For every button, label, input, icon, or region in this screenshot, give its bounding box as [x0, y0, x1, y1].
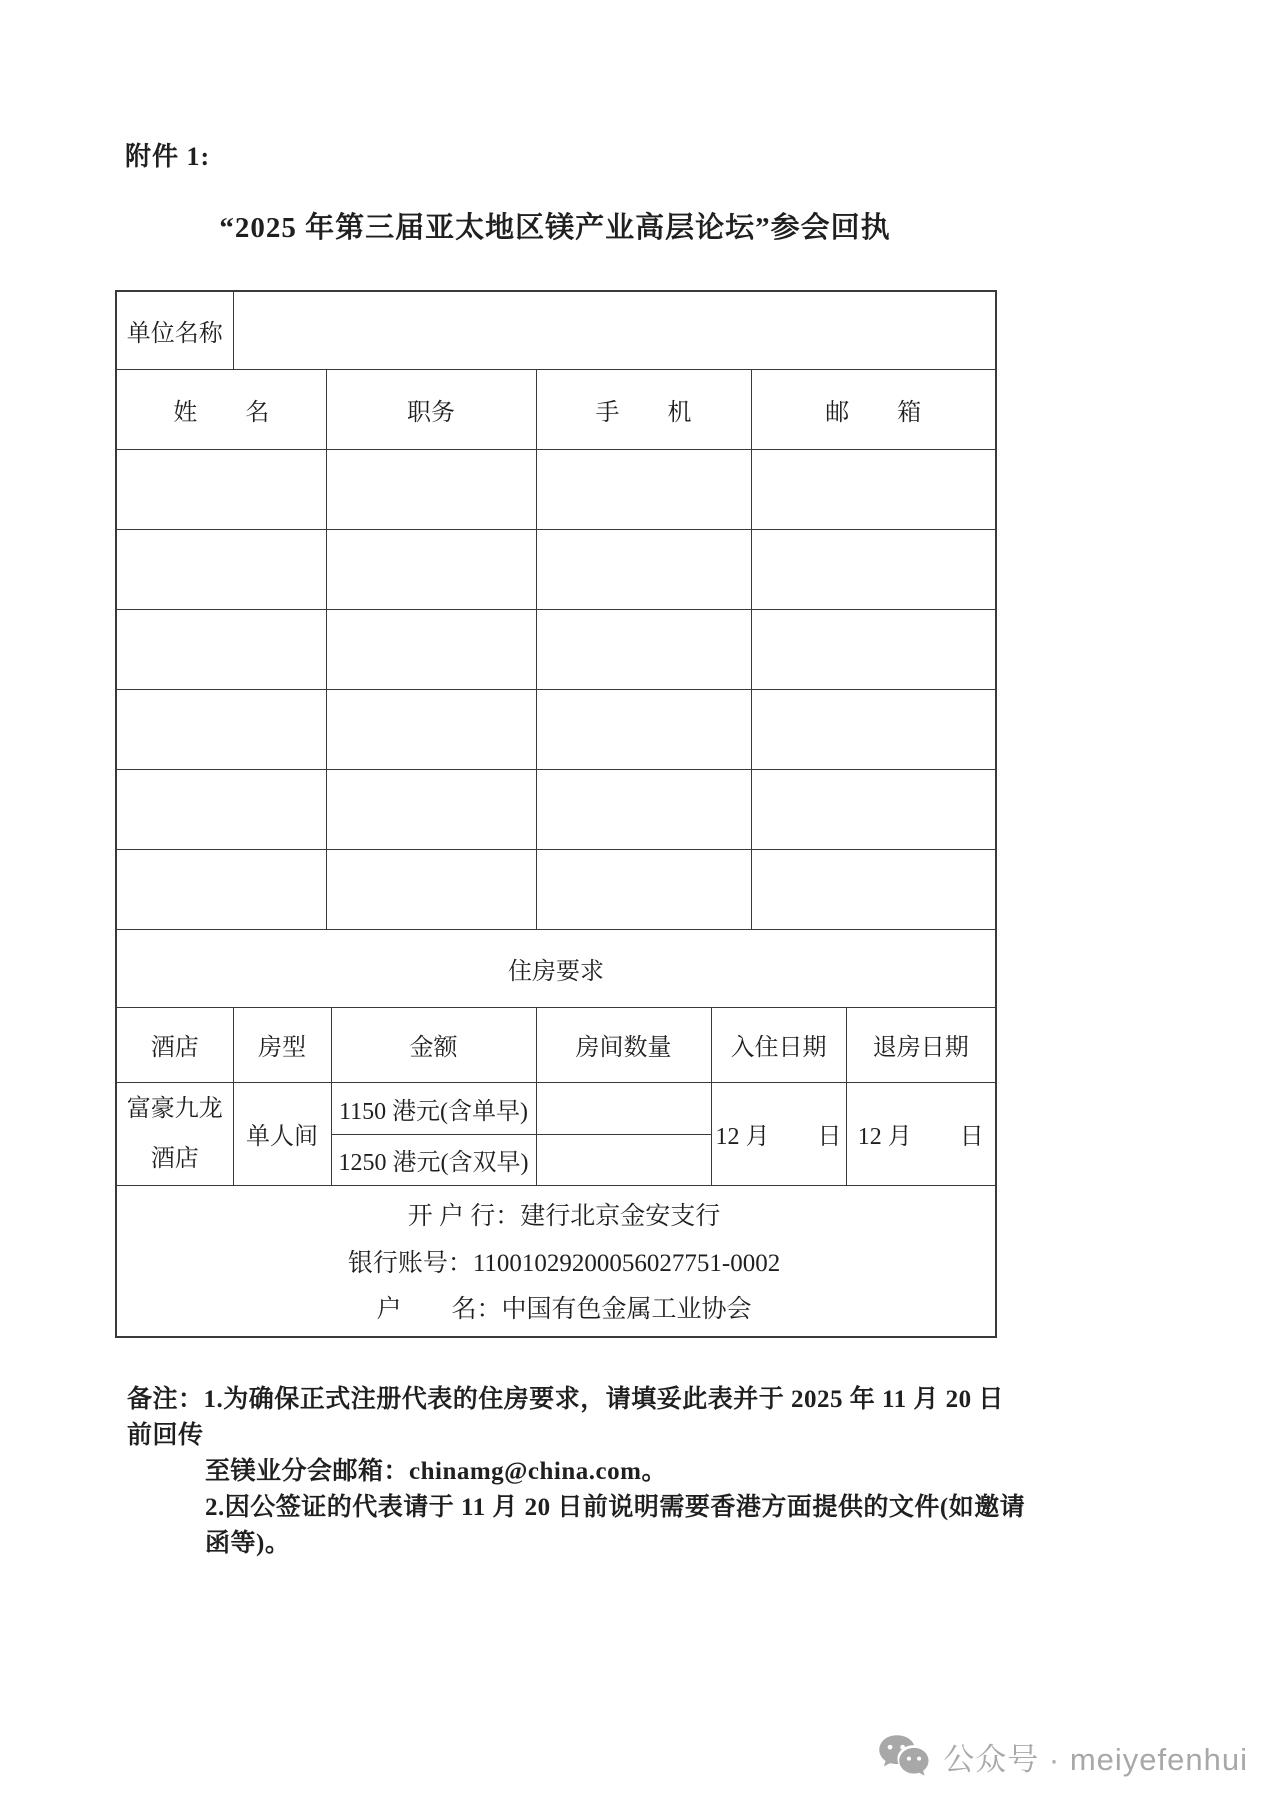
hotel-name	[116, 1082, 233, 1185]
attendee-row	[116, 769, 996, 849]
hotel-name-line2: 酒店	[150, 1145, 199, 1172]
attendee-row	[116, 529, 996, 609]
attendee-row	[116, 609, 996, 689]
header-room-type: 房型	[233, 1007, 331, 1082]
attendee-input-cell[interactable]	[751, 689, 996, 769]
attendee-input-cell[interactable]	[116, 689, 326, 769]
registration-table	[115, 290, 997, 1338]
attendee-input-cell[interactable]	[326, 849, 536, 929]
attendee-input-cell[interactable]	[326, 449, 536, 529]
price-option-1: 1150 港元(含单早)	[331, 1082, 536, 1134]
unit-name-label: 单位名称	[116, 291, 233, 369]
room-count-input-1[interactable]	[536, 1082, 711, 1134]
checkin-date-cell[interactable]: 12 月 日	[711, 1082, 846, 1185]
attendee-row	[116, 449, 996, 529]
room-type-cell: 单人间	[233, 1082, 331, 1185]
attendee-rows-body	[116, 449, 996, 929]
attendee-input-cell[interactable]	[536, 529, 751, 609]
attendee-input-cell[interactable]	[536, 609, 751, 689]
header-name: 姓 名	[116, 369, 326, 449]
housing-header: 住房要求	[116, 929, 996, 1007]
attendee-input-cell[interactable]	[116, 769, 326, 849]
hotel-row-price1	[116, 1082, 996, 1134]
page-title: “2025 年第三届亚太地区镁产业高层论坛”参会回执	[219, 212, 891, 244]
attendee-input-cell[interactable]	[326, 529, 536, 609]
attachment-label: 附件 1:	[125, 142, 211, 171]
attendee-input-cell[interactable]	[116, 529, 326, 609]
header-room-count: 房间数量	[536, 1007, 711, 1082]
note-line-1: 备注：1.为确保正式注册代表的住房要求，请填妥此表并于 2025 年 11 月 20 日前回传	[127, 1386, 1004, 1449]
bank-info-row	[116, 1185, 996, 1337]
attendee-input-cell[interactable]	[751, 449, 996, 529]
bank-info-cell	[116, 1185, 996, 1337]
attendee-input-cell[interactable]	[751, 849, 996, 929]
attendee-input-cell[interactable]	[536, 769, 751, 849]
attendee-row	[116, 849, 996, 929]
attendee-input-cell[interactable]	[751, 769, 996, 849]
attendee-input-cell[interactable]	[116, 449, 326, 529]
bank-holder-line: 户 名：中国有色金属工业协会	[376, 1296, 752, 1324]
unit-name-row	[116, 291, 996, 369]
attendee-input-cell[interactable]	[116, 849, 326, 929]
wechat-watermark	[877, 1733, 1248, 1779]
watermark-text: 公众号 · meiyefenhui	[943, 1741, 1248, 1777]
price-option-2: 1250 港元(含双早)	[331, 1134, 536, 1185]
hotel-header-row	[116, 1007, 996, 1082]
note-line-2: 至镁业分会邮箱：chinamg@china.com。	[205, 1458, 667, 1485]
header-checkin: 入住日期	[711, 1007, 846, 1082]
wechat-icon	[877, 1733, 931, 1779]
attendee-input-cell[interactable]	[536, 689, 751, 769]
notes-section	[127, 1382, 1027, 1562]
attendee-input-cell[interactable]	[751, 609, 996, 689]
attendee-input-cell[interactable]	[536, 449, 751, 529]
header-amount: 金额	[331, 1007, 536, 1082]
room-count-input-2[interactable]	[536, 1134, 711, 1185]
bank-account-line: 银行账号：11001029200056027751-0002	[347, 1249, 781, 1277]
header-hotel: 酒店	[116, 1007, 233, 1082]
attendee-input-cell[interactable]	[326, 609, 536, 689]
bank-branch-line: 开 户 行：建行北京金安支行	[407, 1203, 721, 1231]
header-mobile: 手 机	[536, 369, 751, 449]
notes-label: 备注：	[127, 1386, 204, 1413]
header-email: 邮 箱	[751, 369, 996, 449]
attendee-input-cell[interactable]	[751, 529, 996, 609]
attendee-header-row	[116, 369, 996, 449]
attendee-input-cell[interactable]	[536, 849, 751, 929]
attendee-input-cell[interactable]	[326, 689, 536, 769]
hotel-name-line1: 富豪九龙	[126, 1095, 223, 1122]
unit-name-input-cell[interactable]	[233, 291, 996, 369]
housing-header-row	[116, 929, 996, 1007]
header-position: 职务	[326, 369, 536, 449]
attendee-row	[116, 689, 996, 769]
attendee-input-cell[interactable]	[326, 769, 536, 849]
note-line-3: 2.因公签证的代表请于 11 月 20 日前说明需要香港方面提供的文件(如邀请函等)。	[205, 1494, 1026, 1557]
header-checkout: 退房日期	[846, 1007, 996, 1082]
attendee-input-cell[interactable]	[116, 609, 326, 689]
checkout-date-cell[interactable]: 12 月 日	[846, 1082, 996, 1185]
